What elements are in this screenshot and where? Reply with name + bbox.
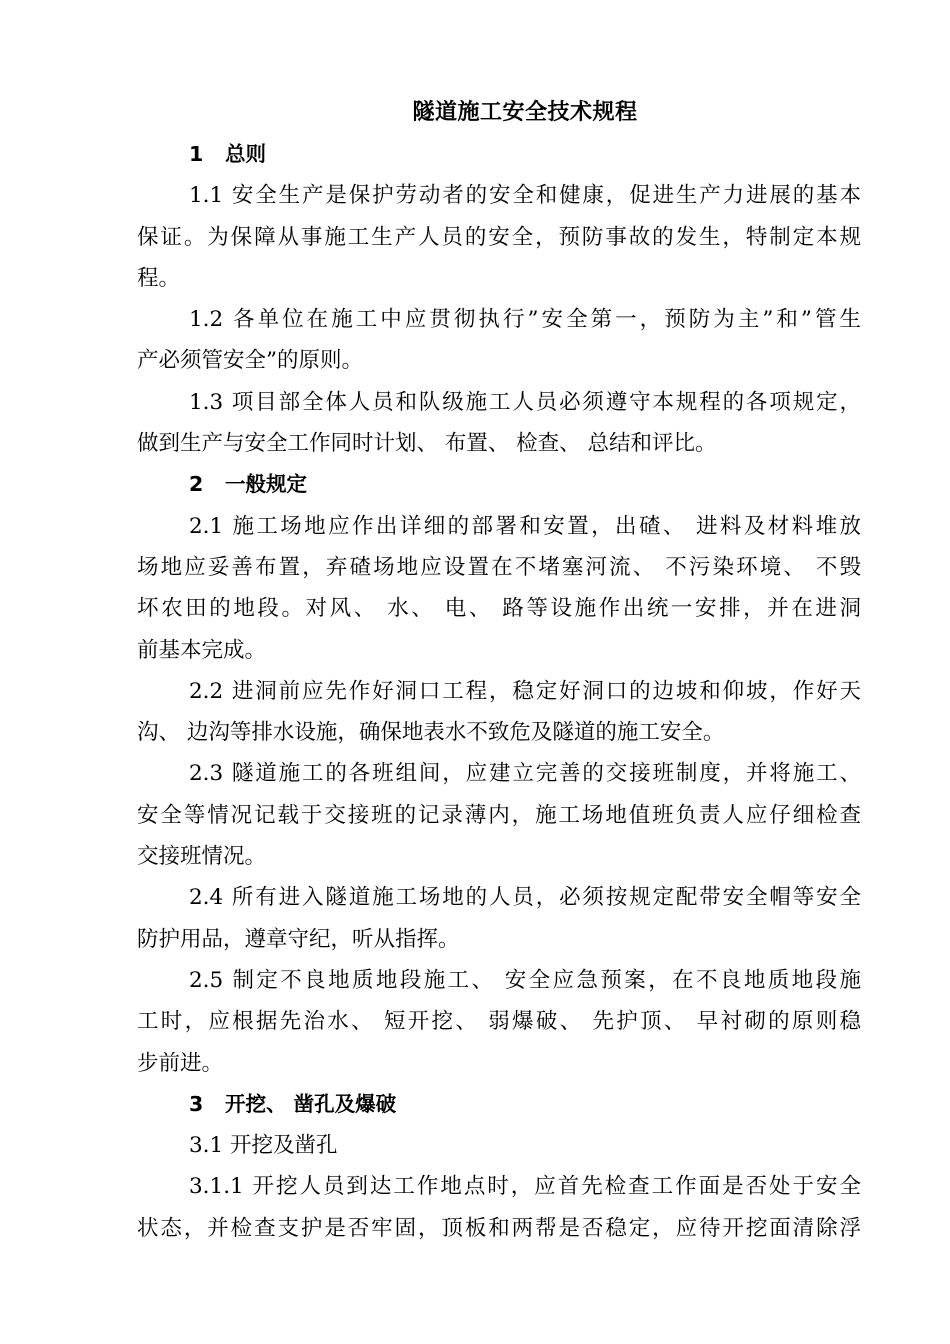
paragraph-line: 保证。为保障从事施工生产人员的安全，预防事故的发生，特制定本规 <box>137 224 861 250</box>
section-number: 2 <box>189 472 204 497</box>
section-number: 1 <box>189 142 204 166</box>
paragraph-line: 1.3 项目部全体人员和队级施工人员必须遵守本规程的各项规定， <box>189 389 861 415</box>
paragraph-line: 防护用品，遵章守纪，听从指挥。 <box>137 926 460 952</box>
paragraph-line: 沟、 边沟等排水设施，确保地表水不致危及隧道的施工安全。 <box>137 720 725 746</box>
paragraph-line: 做到生产与安全工作同时计划、 布置、 检查、 总结和评比。 <box>137 431 717 457</box>
paragraph-line: 安全等情况记载于交接班的记录薄内，施工场地值班负责人应仔细检查 <box>137 802 861 828</box>
paragraph-line: 坏农田的地段。对风、 水、 电、 路等设施作出统一安排，并在进洞 <box>137 596 861 622</box>
paragraph-line: 交接班情况。 <box>137 844 267 870</box>
paragraph-line: 2.3 隧道施工的各班组间，应建立完善的交接班制度，并将施工、 <box>189 761 861 787</box>
paragraph-line: 工时，应根据先治水、 短开挖、 弱爆破、 先护顶、 早衬砌的原则稳 <box>137 1009 861 1035</box>
paragraph-line: 2.2 进洞前应先作好洞口工程，稳定好洞口的边坡和仰坡，作好天 <box>189 678 861 704</box>
document-body <box>137 134 861 1249</box>
section-number: 3 <box>189 1091 204 1116</box>
paragraph-line: 1.1 安全生产是保护劳动者的安全和健康，促进生产力进展的基本 <box>189 183 861 209</box>
section-title: 开挖、 凿孔及爆破 <box>225 1091 397 1116</box>
paragraph-line: 场地应妥善布置，弃碴场地应设置在不堵塞河流、 不污染环境、 不毁 <box>137 554 861 580</box>
paragraph-line: 程。 <box>137 265 181 291</box>
paragraph-line: 3.1.1 开挖人员到达工作地点时，应首先检查工作面是否处于安全 <box>189 1174 861 1200</box>
section-title: 一般规定 <box>225 472 307 497</box>
subsection-heading: 3.1 开挖及凿孔 <box>189 1133 338 1159</box>
section-title: 总则 <box>225 142 266 166</box>
paragraph-line: 步前进。 <box>137 1050 224 1076</box>
paragraph-line: 2.5 制定不良地质地段施工、 安全应急预案，在不良地质地段施 <box>189 967 861 993</box>
paragraph-line: 2.1 施工场地应作出详细的部署和安置，出碴、 进料及材料堆放 <box>189 513 861 539</box>
paragraph-line: 1.2 各单位在施工中应贯彻执行”安全第一，预防为主”和”管生 <box>189 307 861 333</box>
paragraph-line: 前基本完成。 <box>137 637 267 663</box>
page-title: 隧道施工安全技术规程 <box>412 99 638 125</box>
section-heading-1 <box>137 134 861 175</box>
paragraph-line: 2.4 所有进入隧道施工场地的人员，必须按规定配带安全帽等安全 <box>189 885 861 911</box>
paragraph-line: 产必须管安全”的原则。 <box>137 348 363 374</box>
section-heading-2 <box>137 464 861 505</box>
paragraph-line: 状态，并检查支护是否牢固，顶板和两帮是否稳定，应待开挖面清除浮 <box>137 1215 861 1241</box>
section-heading-3 <box>137 1084 861 1125</box>
